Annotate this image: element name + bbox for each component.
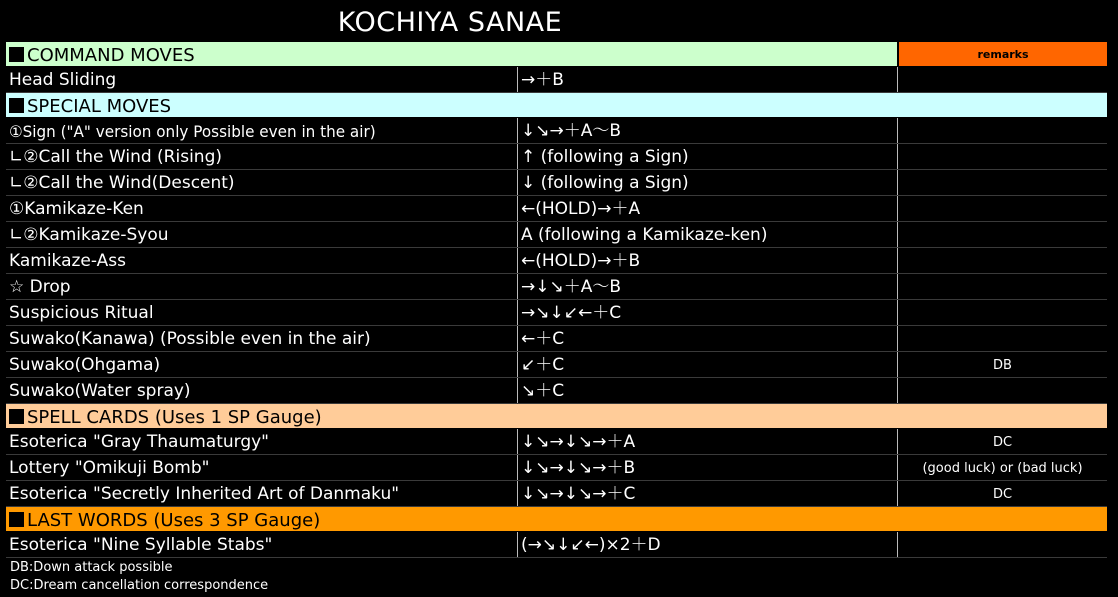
section-command-header (6, 42, 886, 67)
move-remark: DC (992, 435, 1013, 450)
move-input: ←＋C (518, 326, 898, 351)
move-name: ①Kamikaze-Ken (6, 196, 518, 221)
move-remark (898, 144, 1107, 169)
move-name: ∟②Call the Wind(Descent) (6, 170, 518, 195)
square-bullet-icon (9, 512, 24, 527)
section-special-moves (6, 93, 1107, 118)
move-remark (898, 67, 1107, 92)
move-name: Suwako(Ohgama) (6, 352, 518, 377)
move-remark: DC (992, 487, 1013, 502)
section-special-label: SPECIAL MOVES (27, 96, 172, 117)
footnote-db: DB:Down attack possible (10, 560, 173, 575)
move-remark (898, 248, 1107, 273)
move-name: Suspicious Ritual (6, 300, 518, 325)
footnote-dc: DC:Dream cancellation correspondence (10, 578, 269, 593)
table-row (6, 170, 1107, 196)
move-name: Head Sliding (6, 67, 518, 92)
table-row (6, 429, 1107, 455)
table-row (6, 326, 1107, 352)
move-name: ☆ Drop (6, 274, 518, 299)
move-name (6, 118, 518, 143)
section-command-moves (6, 42, 1107, 67)
table-row (6, 274, 1107, 300)
table-row (6, 352, 1107, 378)
move-input: →＋B (518, 67, 898, 92)
move-remark (898, 300, 1107, 325)
table-row (6, 481, 1107, 507)
move-input: ↓ (following a Sign) (518, 170, 898, 195)
table-row (6, 196, 1107, 222)
move-input: (→↘↓↙←)×2＋D (518, 532, 898, 557)
table-row (6, 378, 1107, 404)
section-last-words (6, 507, 1107, 532)
section-special-header (6, 93, 1006, 118)
move-remark: (good luck) or (bad luck) (922, 461, 1083, 476)
page-title: KOCHIYA SANAE (337, 7, 563, 38)
square-bullet-icon (9, 409, 24, 424)
move-name: Kamikaze-Ass (6, 248, 518, 273)
table-row (6, 67, 1107, 93)
move-input: ↘＋C (518, 378, 898, 403)
move-list-table (6, 42, 1107, 558)
move-input: →↘↓↙←＋C (518, 300, 898, 325)
move-name: Esoterica "Gray Thaumaturgy" (6, 429, 518, 454)
table-row (6, 248, 1107, 274)
section-spell-label: SPELL CARDS (Uses 1 SP Gauge) (27, 407, 322, 428)
move-input: ↓↘→＋A～B (518, 118, 898, 143)
move-remark (898, 222, 1107, 247)
move-remark (898, 378, 1107, 403)
move-input: ↑ (following a Sign) (518, 144, 898, 169)
move-name: Esoterica "Secretly Inherited Art of Danmaku" (6, 481, 518, 506)
move-input: ←(HOLD)→＋A (518, 196, 898, 221)
table-row (6, 222, 1107, 248)
table-row (6, 532, 1107, 558)
move-remark (898, 326, 1107, 351)
move-input: ↙＋C (518, 352, 898, 377)
section-spell-cards (6, 404, 1107, 429)
table-row (6, 118, 1107, 144)
move-remark (898, 532, 1107, 557)
move-input: ↓↘→↓↘→＋B (518, 455, 898, 480)
remarks-header: remarks (899, 42, 1107, 66)
move-remark (898, 274, 1107, 299)
move-input: A (following a Kamikaze-ken) (518, 222, 898, 247)
move-name: ∟②Call the Wind (Rising) (6, 144, 518, 169)
move-name: ∟②Kamikaze-Syou (6, 222, 518, 247)
move-remark (898, 118, 1107, 143)
square-bullet-icon (9, 98, 24, 113)
table-row (6, 144, 1107, 170)
move-input: ←(HOLD)→＋B (518, 248, 898, 273)
move-name: Suwako(Kanawa) (Possible even in the air) (6, 326, 518, 351)
move-input: →↓↘＋A～B (518, 274, 898, 299)
section-last-label: LAST WORDS (Uses 3 SP Gauge) (27, 510, 321, 531)
section-spell-header (6, 404, 1006, 429)
section-command-label: COMMAND MOVES (27, 45, 195, 66)
move-remark (898, 170, 1107, 195)
move-remark (898, 196, 1107, 221)
square-bullet-icon (9, 47, 24, 62)
table-row (6, 455, 1107, 481)
move-name-text: ①Sign ("A" version only Possible even in the air) (9, 122, 376, 141)
move-name: Lottery "Omikuji Bomb" (6, 455, 518, 480)
move-input: ↓↘→↓↘→＋A (518, 429, 898, 454)
table-row (6, 300, 1107, 326)
move-input: ↓↘→↓↘→＋C (518, 481, 898, 506)
section-last-header (6, 507, 1006, 532)
move-remark: DB (993, 358, 1012, 373)
move-name: Suwako(Water spray) (6, 378, 518, 403)
move-name: Esoterica "Nine Syllable Stabs" (6, 532, 518, 557)
